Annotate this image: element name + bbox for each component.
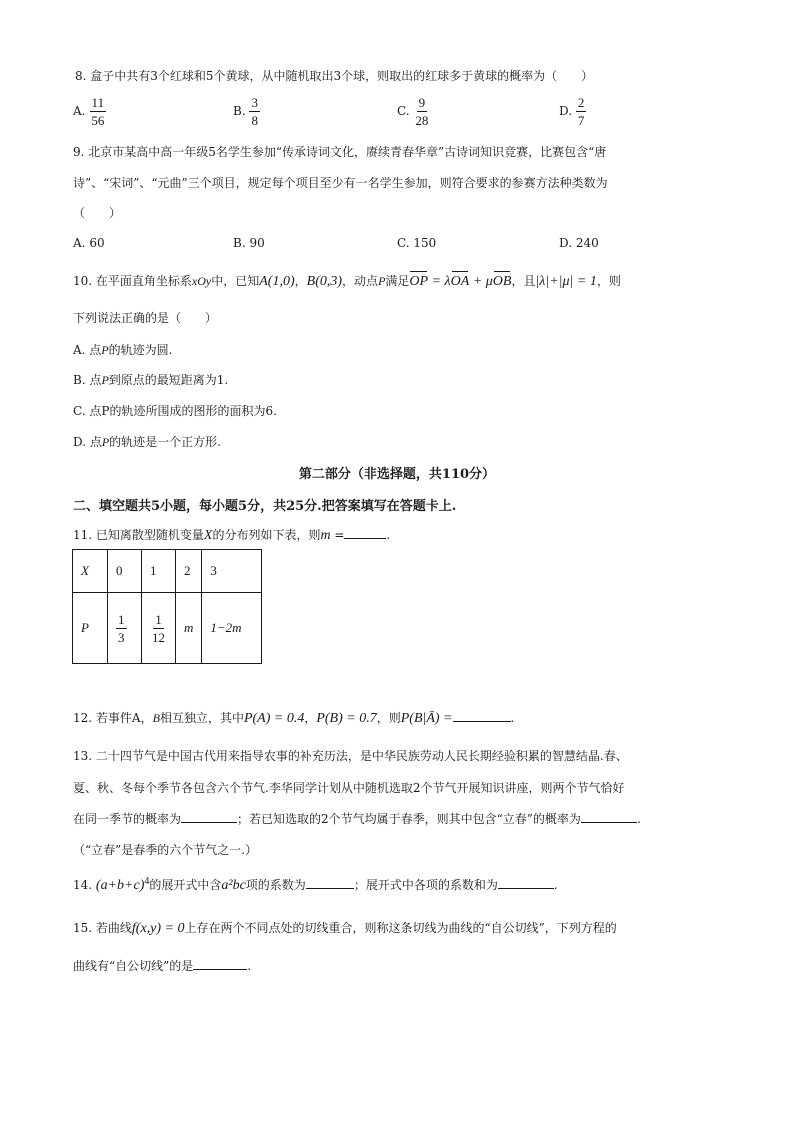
q8-option-d: D. $\frac{2}{7}$ xyxy=(559,95,585,128)
q12-stem: 12. 若事件A，B相互独立，其中P(A) = 0.4，P(B) = 0.7，则P(B|Ā) = . xyxy=(73,711,515,726)
q10-option-d: D. 点P的轨迹是一个正方形. xyxy=(73,435,221,449)
q9-line3: （ ） xyxy=(73,206,122,220)
q15-answer-blank[interactable] xyxy=(193,957,247,970)
table-cell: 1 xyxy=(142,550,176,593)
q13-line2: 夏、秋、冬每个季节各包含六个节气.李华同学计划从中随机选取2个节气开展知识讲座，则两个节气恰好 xyxy=(73,781,625,795)
q13-line1: 13. 二十四节气是中国古代用来指导农事的补充历法，是中华民族劳动人民长期经验积累的智慧结晶.春、 xyxy=(73,749,628,763)
q9-line2: 诗”、“宋词”、“元曲”三个项目，规定每个项目至少有一名学生参加，则符合要求的参赛方法种类数为 xyxy=(73,176,608,190)
q13-answer-blank-2[interactable] xyxy=(581,810,637,823)
q9-option-d: D. 240 xyxy=(559,236,599,250)
table-header-x: X xyxy=(73,550,108,593)
distribution-table xyxy=(72,549,262,664)
table-cell: 3 xyxy=(202,550,262,593)
q10-line1: 10. 在平面直角坐标系xOy中，已知A(1,0)，B(0,3)，动点P满足OP = λOA + μOB，且|λ|+|μ| = 1，则 xyxy=(73,274,621,289)
q14-answer-blank-1[interactable] xyxy=(306,876,354,889)
q10-line2: 下列说法正确的是（ ） xyxy=(73,311,218,325)
q11-answer-blank[interactable] xyxy=(344,526,386,539)
q8-option-c: C. $\frac{9}{28}$ xyxy=(397,95,429,128)
q12-answer-blank[interactable] xyxy=(453,709,511,722)
q8-stem: 8. 盒子中共有3个红球和5个黄球，从中随机取出3个球，则取出的红球多于黄球的概率为（ ） xyxy=(75,69,594,83)
table-cell: $\frac{1}{3}$ xyxy=(108,593,142,664)
q14-stem: 14. $(a+b+c)^4$的展开式中含a²bc项的系数为 ；展开式中各项的系数和为 . xyxy=(73,876,558,893)
q15-line1: 15. 若曲线f(x,y) = 0上存在两个不同点处的切线重合，则称这条切线为曲线的“自公切线”，下列方程的 xyxy=(73,921,617,936)
q13-note: （“立春”是春季的六个节气之一.） xyxy=(73,843,258,857)
table-cell: 0 xyxy=(108,550,142,593)
q9-option-a: A. 60 xyxy=(73,236,105,250)
q10-option-b: B. 点P到原点的最短距离为1. xyxy=(73,373,229,387)
q8-option-b: B. $\frac{3}{8}$ xyxy=(233,95,258,128)
part2-title: 第二部分（非选择题，共110分） xyxy=(298,467,496,482)
q13-answer-blank-1[interactable] xyxy=(181,810,237,823)
table-cell: 2 xyxy=(176,550,202,593)
q14-answer-blank-2[interactable] xyxy=(498,876,554,889)
q11-stem: 11. 已知离散型随机变量X的分布列如下表，则m = . xyxy=(73,528,391,543)
section-heading: 二、填空题共5小题，每小题5分，共25分.把答案填写在答题卡上. xyxy=(73,499,457,514)
table-cell: 1−2m xyxy=(202,593,262,664)
q9-option-c: C. 150 xyxy=(397,236,437,250)
q9-line1: 9. 北京市某高中高一年级5名学生参加“传承诗词文化，赓续青春华章”古诗词知识竞赛，比赛包含“唐 xyxy=(73,145,607,159)
q9-option-b: B. 90 xyxy=(233,236,265,250)
q8-option-a: A. $\frac{11}{56}$ xyxy=(73,95,105,128)
q10-option-a: A. 点P的轨迹为圆. xyxy=(73,343,173,357)
table-cell: m xyxy=(176,593,202,664)
table-header-p: P xyxy=(73,593,108,664)
q15-line2: 曲线有“自公切线”的是 . xyxy=(73,959,252,973)
q10-option-c: C. 点P的轨迹所围成的图形的面积为6. xyxy=(73,404,277,418)
q13-line3: 在同一季节的概率为 ；若已知选取的2个节气均属于春季，则其中包含“立春”的概率为 . xyxy=(73,812,641,826)
table-cell: $\frac{1}{12}$ xyxy=(142,593,176,664)
